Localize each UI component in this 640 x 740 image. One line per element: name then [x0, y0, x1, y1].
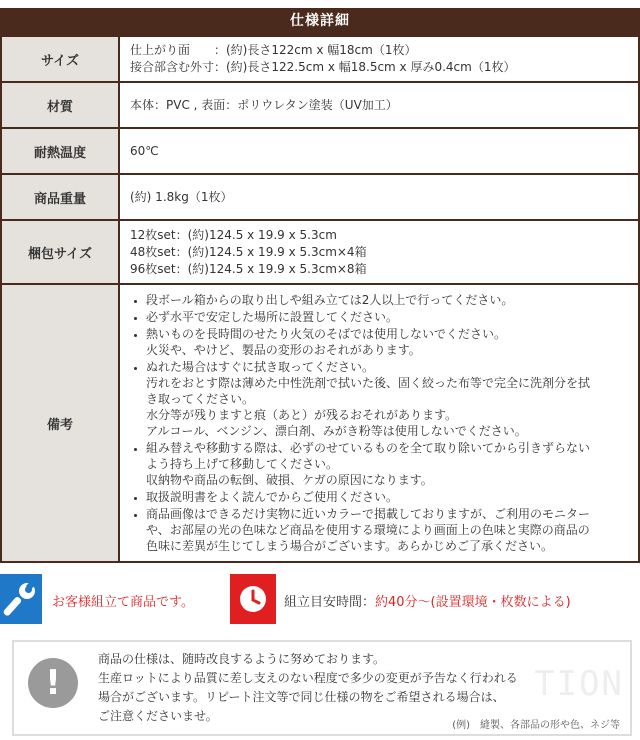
- notes-line: • 商品画像はできるだけ実物に近いカラーで掲載しておりますが、ご利用のモニター: [146, 506, 591, 521]
- spec-table: [0, 35, 640, 563]
- watermark-text: TION: [534, 664, 624, 704]
- notes-line: 色味に差異が生じてしまう場合がございます。あらかじめご了承ください。: [146, 538, 554, 553]
- spec-size-line: 仕上がり面 ：(約)長さ122cm x 幅18cm（1枚）: [130, 43, 417, 57]
- spec-label-weight: 商品重量: [1, 174, 119, 220]
- notes-item: [146, 326, 628, 358]
- spec-package-line: 12枚set：(約)124.5 x 19.9 x 5.3cm: [130, 227, 337, 242]
- spec-row-heat: [1, 128, 639, 174]
- spec-size-line: 接合部含む外寸：(約)長さ122.5cm x 幅18.5cm x 厚み0.4cm（1枚）: [130, 60, 516, 74]
- notes-line: • 組み替えや移動する際は、必ずのせているものを全て取り除いてから引きずらない: [146, 440, 591, 455]
- spec-label-material: 材質: [1, 82, 119, 128]
- notes-item: [146, 292, 628, 308]
- spec-label-package: 梱包サイズ: [1, 220, 119, 284]
- spec-value-notes: [119, 284, 639, 562]
- clock-icon: [230, 574, 276, 624]
- notes-line: 水分等が残りますと痕（あと）が残るおそれがあります。: [146, 407, 458, 422]
- notes-line: 収納物や商品の転倒、破損、ケガの原因になります。: [146, 472, 433, 487]
- notes-line: 火災や、やけど、製品の変形のおそれがあります。: [146, 342, 421, 357]
- spec-package-line: 96枚set：(約)124.5 x 19.9 x 5.3cm×8箱: [130, 261, 367, 276]
- notes-line: 汚れをおとす際は薄めた中性洗剤で拭いた後、固く絞った布等で完全に洗剤分を拭: [146, 375, 591, 390]
- notes-line: よう持ち上げて移動してください。: [146, 456, 339, 471]
- assembly-time-label: 組立目安時間：: [284, 595, 376, 610]
- notes-line: • ぬれた場合はすぐに拭き取ってください。: [146, 359, 375, 374]
- spec-value-package: [119, 220, 639, 284]
- spec-row-weight: [1, 174, 639, 220]
- spec-value-weight: (約) 1.8kg（1枚）: [119, 174, 639, 220]
- spec-value-material: 本体：PVC , 表面：ポリウレタン塗装（UV加工）: [119, 82, 639, 128]
- spec-label-notes: 備考: [1, 284, 119, 562]
- notes-item: [146, 440, 628, 488]
- notes-item: [146, 506, 628, 554]
- notice-line: 商品の仕様は、随時改良するように努めております。: [98, 652, 386, 666]
- exclamation-icon: !: [28, 658, 78, 708]
- spec-title: 仕様詳細: [0, 8, 640, 35]
- notes-line: • 段ボール箱からの取り出しや組み立ては2人以上で行ってください。: [146, 292, 514, 307]
- notes-line: や、お部屋の光の色味など商品を使用する環境により画面上の色味と実際の商品の: [146, 522, 590, 537]
- notice-text: [98, 650, 518, 726]
- notice-example: (例) 縫製、各部品の形や色、ネジ等: [452, 720, 620, 731]
- notice-box: [12, 640, 632, 736]
- wrench-icon: [0, 574, 42, 624]
- notes-item: [146, 309, 628, 325]
- notes-line: アルコール、ベンジン、漂白剤、みがき粉等は使用しないでください。: [146, 423, 527, 438]
- assembly-time-value: 約40分～(設置環境・枚数による): [375, 595, 571, 610]
- spec-row-package: [1, 220, 639, 284]
- assembly-banner: [0, 574, 640, 624]
- notes-line: • 必ず水平で安定した場所に設置してください。: [146, 309, 399, 324]
- notes-item: [146, 359, 628, 439]
- spec-row-size: [1, 36, 639, 82]
- notes-list: [130, 292, 628, 554]
- notes-item: [146, 489, 628, 505]
- spec-label-heat: 耐熱温度: [1, 128, 119, 174]
- spec-row-notes: [1, 284, 639, 562]
- notice-line: 生産ロットにより品質に差し支えのない程度で多少の変更が予告なく行われる: [98, 671, 518, 685]
- notes-line: • 取扱説明書をよく読んでからご使用ください。: [146, 489, 399, 504]
- spec-section: [0, 8, 640, 563]
- assembly-text: お客様組立て商品です。: [52, 595, 194, 610]
- spec-value-heat: 60℃: [119, 128, 639, 174]
- assembly-time: [284, 591, 571, 610]
- spec-label-size: サイズ: [1, 36, 119, 82]
- wrench-icon-box: [0, 574, 42, 624]
- spec-package-line: 48枚set：(約)124.5 x 19.9 x 5.3cm×4箱: [130, 244, 367, 259]
- notes-line: き取ってください。: [146, 391, 255, 406]
- clock-icon-box: [230, 574, 276, 624]
- notice-line: ご注意くださいませ。: [98, 709, 218, 723]
- spec-value-size: [119, 36, 639, 82]
- notes-line: • 熱いものを長時間のせたり火気のそばでは使用しないでください。: [146, 326, 507, 341]
- spec-row-material: [1, 82, 639, 128]
- notice-line: 場合がございます。リピート注文等で同じ仕様の物をご希望される場合は、: [98, 690, 505, 704]
